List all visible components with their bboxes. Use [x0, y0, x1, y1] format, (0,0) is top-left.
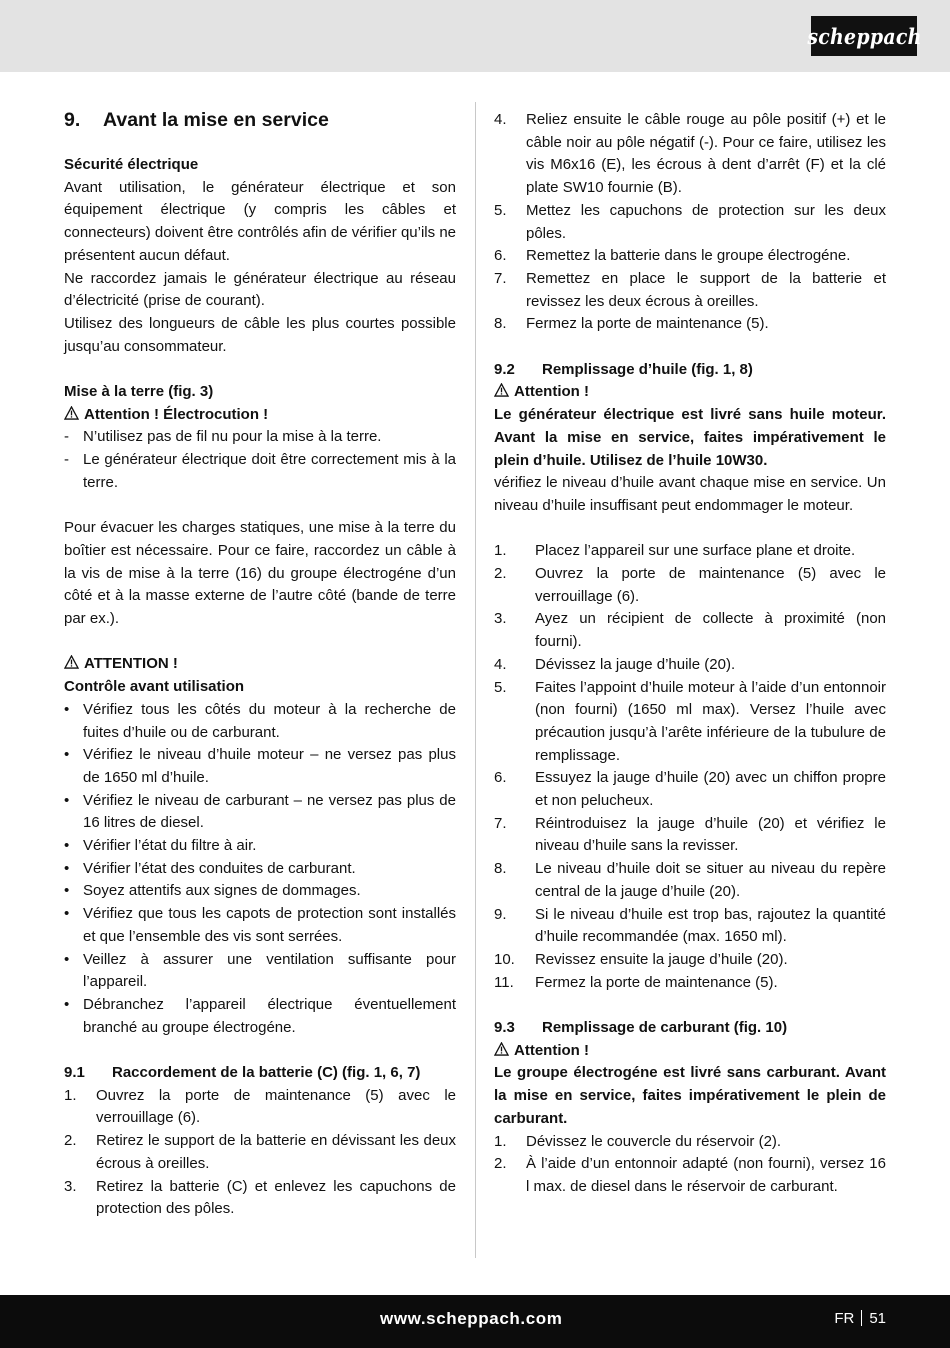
list-item: • Soyez attentifs aux signes de dommages. [64, 882, 361, 900]
list-item: 1. Ouvrez la porte de maintenance (5) avec le verrouillage (6). [64, 1086, 456, 1127]
warning-text: Attention ! [514, 383, 589, 401]
list-item: 7. Réintroduisez la jauge d’huile (20) et vérifiez le niveau d’huile sans la revisser. [494, 814, 886, 855]
list-item: 4. Dévissez la jauge d’huile (20). [494, 655, 736, 673]
list-item: • Vérifier l’état des conduites de carburant. [64, 859, 356, 877]
paragraph: Pour évacuer les charges statiques, une mise à la terre du boîtier est nécessaire. Pour ce faire, raccordez un câble à la vis de mise à la terre (16) du groupe électrogéne d’un côté et à la masse externe de l’autre côté (bande de terre par ex.). [64, 519, 456, 628]
brand-logo: scheppach [811, 16, 917, 56]
warning-icon [64, 655, 79, 669]
paragraph: vérifiez le niveau d’huile avant chaque mise en service. Un niveau d’huile insuffisant peut endommager le moteur. [494, 474, 886, 514]
warning-text: Attention ! [514, 1041, 589, 1059]
battery-steps [64, 1085, 456, 1221]
list-item: 3. Retirez la batterie (C) et enlevez les capuchons de protection des pôles. [64, 1177, 456, 1218]
warning-text: Attention ! Électrocution ! [84, 405, 269, 423]
list-item: 7. Remettez en place le support de la batterie et revissez les deux écrous à oreilles. [494, 269, 886, 310]
warning-line [494, 1040, 886, 1063]
header-bar [0, 0, 950, 72]
footer-bar [0, 1295, 950, 1348]
subsection-heading: 9.3 Remplissage de carburant (fig. 10) [494, 1019, 788, 1037]
paragraph: Avant utilisation, le générateur électrique et son équipement électrique (y compris les câbles et connecteurs) doivent être contrôlés afin de vérifier qu’ils ne présentent aucun défaut. [64, 178, 456, 264]
warning-line [494, 381, 886, 404]
list-item: - Le générateur électrique doit être correctement mis à la terre. [64, 451, 456, 491]
subheading-pre-use-check: Contrôle avant utilisation [64, 678, 245, 696]
left-column [64, 106, 456, 1221]
language-code: FR [834, 1310, 855, 1327]
list-item: 4. Reliez ensuite le câble rouge au pôle positif (+) et le câble noir au pôle négatif (-). Pour ce faire, utilisez les vis M6x16 (E), les écrous à dent d’arrêt (F) et la clé plate SW10 fournie (B). [494, 111, 886, 197]
subheading-grounding: Mise à la terre (fig. 3) [64, 383, 214, 401]
column-divider [475, 102, 476, 1258]
list-item: • Vérifiez tous les côtés du moteur à la recherche de fuites d’huile ou de carburant. [64, 700, 456, 741]
page-indicator [834, 1310, 886, 1327]
list-item: 6. Essuyez la jauge d’huile (20) avec un chiffon propre et non pelucheux. [494, 769, 886, 810]
list-item: • Vérifiez que tous les capots de protection sont installés et que l’ensemble des vis sont serrées. [64, 905, 456, 945]
bold-notice: Le générateur électrique est livré sans huile moteur. Avant la mise en service, faites impérativement le plein d’huile. Utilisez de l’huile 10W30. [494, 406, 886, 469]
right-column [494, 109, 886, 1199]
subheading-electrical-safety: Sécurité électrique [64, 156, 199, 173]
list-item: 2. À l’aide d’un entonnoir adapté (non fourni), versez 16 l max. de diesel dans le réservoir de carburant. [494, 1155, 886, 1195]
list-item: 10. Revissez ensuite la jauge d’huile (20). [494, 950, 788, 968]
paragraph: Utilisez des longueurs de câble les plus courtes possible jusqu’au consommateur. [64, 314, 456, 355]
list-item: 6. Remettez la batterie dans le groupe électrogéne. [494, 247, 851, 265]
subsection-heading: 9.2 Remplissage d’huile (fig. 1, 8) [494, 360, 753, 378]
page-number: 51 [869, 1310, 886, 1327]
oil-steps [494, 540, 886, 994]
bold-notice: Le groupe électrogéne est livré sans carburant. Avant la mise en service, faites impérativement le plein de carburant. [494, 1064, 886, 1127]
list-item: • Veillez à assurer une ventilation suffisante pour l’appareil. [64, 950, 456, 991]
warning-icon [64, 406, 79, 420]
website-link[interactable]: www.scheppach.com [380, 1309, 563, 1328]
warning-line [64, 404, 456, 427]
list-item: 3. Ayez un récipient de collecte à proximité (non fourni). [494, 610, 886, 651]
warning-icon [494, 1042, 509, 1056]
list-item: 1. Placez l’appareil sur une surface plane et droite. [494, 542, 856, 560]
list-item: 5. Faites l’appoint d’huile moteur à l’aide d’un entonnoir (non fourni) (1650 ml max). Versez l’huile avec précaution jusqu’à l’arête inférieure de la tubulure de remplissage. [494, 678, 886, 764]
warning-icon [494, 383, 509, 397]
warning-line [64, 653, 456, 676]
warning-text: ATTENTION ! [84, 655, 178, 673]
list-item: • Vérifier l’état du filtre à air. [64, 837, 257, 855]
paragraph: Ne raccordez jamais le générateur électrique au réseau d’électricité (prise de courant). [64, 269, 456, 310]
list-item: 2. Retirez le support de la batterie en dévissant les deux écrous à oreilles. [64, 1132, 456, 1172]
list-item: 5. Mettez les capuchons de protection sur les deux pôles. [494, 201, 886, 242]
list-item: 8. Le niveau d’huile doit se situer au niveau du repère central de la jauge d’huile (20). [494, 860, 886, 900]
list-item: 9. Si le niveau d’huile est trop bas, rajoutez la quantité d’huile recommandée (max. 1650 ml). [494, 905, 886, 946]
section-number: 9. [64, 109, 81, 131]
subsection-heading: 9.1 Raccordement de la batterie (C) (fig. 1, 6, 7) [64, 1064, 421, 1082]
list-item: 8. Fermez la porte de maintenance (5). [494, 315, 769, 333]
list-item: 11. Fermez la porte de maintenance (5). [494, 973, 778, 991]
check-list [64, 699, 456, 1040]
list-item: - N’utilisez pas de fil nu pour la mise à la terre. [64, 428, 382, 446]
list-item: • Débranchez l’appareil électrique éventuellement branché au groupe électrogéne. [64, 995, 456, 1036]
list-item: 2. Ouvrez la porte de maintenance (5) avec le verrouillage (6). [494, 565, 886, 605]
list-item: 1. Dévissez le couvercle du réservoir (2). [494, 1132, 782, 1150]
fuel-steps [494, 1131, 886, 1199]
list-item: • Vérifiez le niveau d’huile moteur – ne versez pas plus de 1650 ml d’huile. [64, 746, 456, 786]
grounding-list [64, 426, 456, 494]
battery-steps-continued [494, 109, 886, 336]
section-title: Avant la mise en service [103, 109, 329, 131]
section-heading [64, 106, 456, 132]
list-item: • Vérifiez le niveau de carburant – ne versez pas plus de 16 litres de diesel. [64, 791, 456, 832]
